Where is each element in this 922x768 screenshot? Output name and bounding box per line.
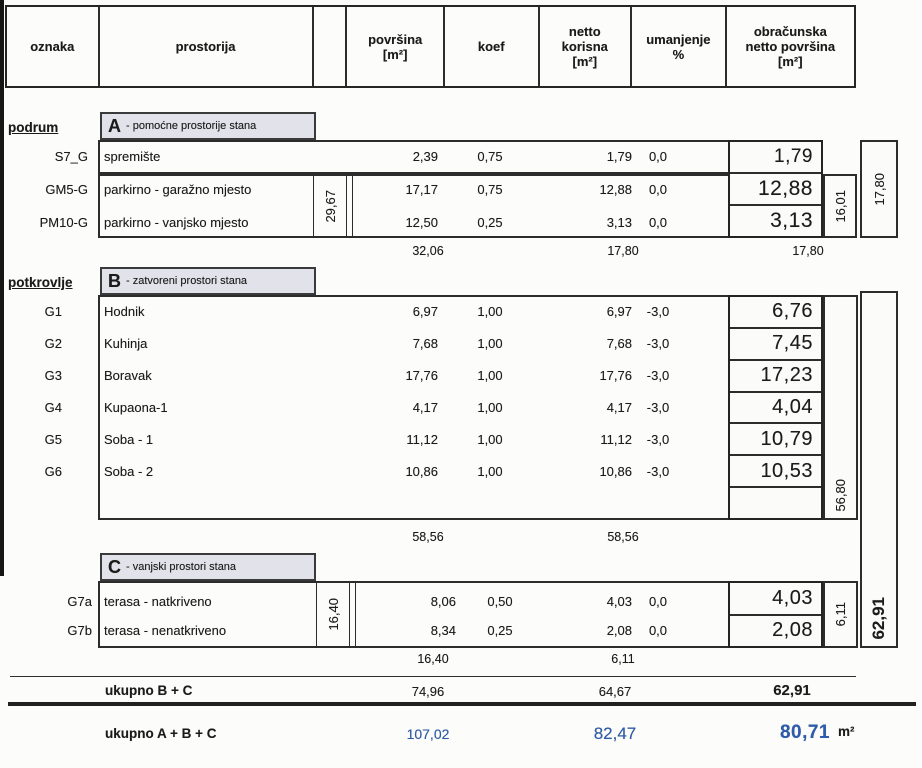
cell-netto: 1,79 bbox=[606, 149, 632, 164]
cell-koef: 1,00 bbox=[477, 336, 503, 351]
section-c-double-line bbox=[355, 581, 356, 648]
cell-netto: 7,68 bbox=[606, 336, 632, 351]
cell-netto: 17,76 bbox=[599, 368, 632, 383]
obracunska-value: 12,88 bbox=[730, 172, 821, 204]
cell-koef: 1,00 bbox=[477, 400, 503, 415]
cell-netto: 6,97 bbox=[606, 304, 632, 319]
total-abc-label: ukupno A + B + C bbox=[105, 726, 217, 741]
cell-koef: 0,25 bbox=[477, 215, 503, 230]
cell-povrsina: 11,12 bbox=[406, 432, 438, 447]
floor-label-podrum: podrum bbox=[8, 120, 59, 135]
cell-netto: 4,17 bbox=[606, 400, 632, 415]
povrsina-sum-rotated: 16,40 bbox=[325, 598, 341, 631]
cell-koef: 1,00 bbox=[477, 368, 503, 383]
section-c-netto-sum-box bbox=[823, 581, 858, 648]
obracunska-empty-cell bbox=[730, 486, 821, 518]
row-name: Soba - 1 bbox=[104, 432, 154, 447]
row-code: G1 bbox=[44, 304, 62, 319]
col-header-obracunska: obračunska netto površina [m²] bbox=[725, 7, 854, 86]
cell-povrsina: 2,39 bbox=[412, 149, 438, 164]
cell-umanjenje: 0,0 bbox=[648, 594, 668, 609]
cell-povrsina: 17,76 bbox=[405, 368, 438, 383]
section-c-letter: C bbox=[108, 557, 121, 577]
netto-sum-rotated: 6,11 bbox=[833, 602, 848, 627]
cell-koef: 1,00 bbox=[477, 304, 503, 319]
section-a-header bbox=[100, 112, 316, 140]
cell-povrsina: 4,17 bbox=[412, 400, 438, 415]
obracunska-sum-rotated: 17,80 bbox=[871, 172, 887, 206]
cell-umanjenje: -3,0 bbox=[646, 464, 670, 479]
subtotal-povrsina: 58,56 bbox=[412, 530, 444, 544]
subtotal-povrsina: 16,40 bbox=[417, 652, 449, 666]
section-c-rot-povrsina-col bbox=[316, 581, 350, 648]
row-code: PM10-G bbox=[39, 215, 88, 230]
obracunska-value: 10,79 bbox=[730, 422, 821, 454]
obracunska-value: 17,23 bbox=[730, 359, 821, 391]
col-header-oznaka: oznaka bbox=[30, 39, 75, 54]
row-code: G7a bbox=[67, 594, 92, 609]
cell-povrsina: 8,34 bbox=[430, 623, 456, 638]
row-code: G6 bbox=[44, 464, 62, 479]
row-name: terasa - natkriveno bbox=[104, 594, 212, 609]
obracunska-value: 6,76 bbox=[772, 300, 813, 323]
cell-koef: 0,75 bbox=[477, 182, 503, 197]
section-b-header bbox=[100, 267, 316, 295]
row-code: G2 bbox=[44, 336, 62, 351]
section-b-obracunska-sum-box bbox=[823, 295, 858, 520]
cell-umanjenje: 0,0 bbox=[648, 623, 668, 638]
subtotal-obracunska: 17,80 bbox=[792, 244, 824, 258]
row-name: Kupaona-1 bbox=[104, 400, 168, 415]
section-a-obracunska-sum-box bbox=[860, 140, 898, 238]
col-header-prostorija: prostorija bbox=[98, 7, 312, 86]
row-name: parkirno - garažno mjesto bbox=[104, 182, 252, 197]
cell-netto: 3,13 bbox=[606, 215, 632, 230]
section-a-title: - pomoćne prostorije stana bbox=[126, 120, 257, 132]
row-name: spremište bbox=[104, 149, 161, 164]
row-code: G5 bbox=[44, 432, 62, 447]
cell-umanjenje: -3,0 bbox=[646, 304, 670, 319]
obracunska-value: 7,45 bbox=[730, 327, 821, 359]
section-b-obracunska-cells bbox=[728, 295, 823, 520]
section-a-letter: A bbox=[108, 116, 121, 136]
obracunska-value: 4,04 bbox=[730, 391, 821, 423]
subtotal-povrsina: 32,06 bbox=[412, 244, 444, 258]
section-a-netto-sum-box bbox=[823, 174, 857, 238]
section-c-title: - vanjski prostori stana bbox=[126, 561, 237, 573]
row-name: parkirno - vanjsko mjesto bbox=[104, 215, 249, 230]
cell-povrsina: 7,68 bbox=[412, 336, 438, 351]
row-code: S7_G bbox=[54, 149, 88, 164]
grand-total-rotated-box bbox=[860, 291, 898, 648]
cell-umanjenje: -3,0 bbox=[646, 368, 670, 383]
col-header-empty bbox=[312, 7, 346, 86]
floor-label-potkrovlje: potkrovlje bbox=[8, 275, 73, 290]
cell-koef: 1,00 bbox=[477, 432, 503, 447]
obracunska-value: 2,08 bbox=[730, 614, 821, 647]
section-b-title: - zatvoreni prostori stana bbox=[126, 275, 248, 287]
section-b-letter: B bbox=[108, 271, 121, 291]
total-bc-label: ukupno B + C bbox=[105, 683, 193, 698]
subtotal-netto: 58,56 bbox=[607, 530, 639, 544]
table-header bbox=[5, 5, 856, 88]
totals-top-rule bbox=[10, 676, 856, 677]
total-abc-unit: m² bbox=[838, 724, 855, 739]
row-name: Soba - 2 bbox=[104, 464, 154, 479]
cell-umanjenje: -3,0 bbox=[646, 432, 670, 447]
netto-sum-rotated: 16,01 bbox=[832, 189, 848, 223]
row-name: Hodnik bbox=[104, 304, 145, 319]
cell-netto: 10,86 bbox=[599, 464, 632, 479]
cell-povrsina: 6,97 bbox=[412, 304, 438, 319]
totals-double-rule bbox=[8, 702, 916, 706]
section-a-obracunska-cells bbox=[728, 140, 823, 238]
row-name: terasa - nenatkriveno bbox=[104, 623, 227, 638]
obracunska-value: 4,03 bbox=[772, 586, 813, 609]
cell-umanjenje: -3,0 bbox=[646, 336, 670, 351]
cell-umanjenje: -3,0 bbox=[646, 400, 670, 415]
col-header-koef: koef bbox=[443, 7, 538, 86]
subtotal-netto: 6,11 bbox=[611, 652, 635, 666]
total-abc-obracunska: 80,71 bbox=[779, 722, 830, 743]
cell-umanjenje: 0,0 bbox=[648, 149, 668, 164]
total-abc-netto: 82,47 bbox=[593, 724, 637, 743]
col-header-umanjenje: umanjenje % bbox=[630, 7, 725, 86]
row-code: GM5-G bbox=[45, 182, 88, 197]
cell-koef: 0,25 bbox=[487, 623, 513, 638]
total-bc-povrsina: 74,96 bbox=[411, 684, 445, 699]
row-code: G4 bbox=[44, 400, 62, 415]
col-header-netto-korisna: netto korisna [m²] bbox=[538, 7, 631, 86]
cell-netto: 12,88 bbox=[599, 182, 632, 197]
cell-koef: 1,00 bbox=[477, 464, 503, 479]
row-name: Boravak bbox=[104, 368, 152, 383]
cell-povrsina: 8,06 bbox=[430, 594, 456, 609]
section-c-obracunska-cells bbox=[728, 581, 823, 648]
scan-edge-strip bbox=[0, 0, 4, 576]
cell-povrsina: 10,86 bbox=[405, 464, 438, 479]
grand-total-rotated: 62,91 bbox=[869, 597, 888, 640]
povrsina-sum-rotated: 29,67 bbox=[322, 189, 338, 223]
section-a-rot-povrsina-col bbox=[313, 174, 347, 238]
total-bc-obracunska: 62,91 bbox=[773, 682, 811, 699]
row-code: G7b bbox=[67, 623, 92, 638]
row-code: G3 bbox=[44, 368, 62, 383]
cell-netto: 4,03 bbox=[606, 594, 632, 609]
col-header-povrsina: površina [m²] bbox=[345, 7, 443, 86]
obracunska-value: 1,79 bbox=[774, 146, 813, 167]
row-name: Kuhinja bbox=[104, 336, 148, 351]
obracunska-sum-rotated: 56,80 bbox=[833, 479, 848, 512]
cell-umanjenje: 0,0 bbox=[648, 215, 668, 230]
cell-povrsina: 12,50 bbox=[405, 215, 438, 230]
cell-koef: 0,50 bbox=[487, 594, 513, 609]
cell-netto: 11,12 bbox=[600, 432, 632, 447]
cell-umanjenje: 0,0 bbox=[648, 182, 668, 197]
section-c-header bbox=[100, 553, 316, 581]
total-abc-povrsina: 107,02 bbox=[406, 726, 450, 742]
cell-koef: 0,75 bbox=[477, 149, 503, 164]
subtotal-netto: 17,80 bbox=[607, 244, 639, 258]
cell-povrsina: 17,17 bbox=[405, 182, 438, 197]
cell-netto: 2,08 bbox=[606, 623, 632, 638]
total-bc-netto: 64,67 bbox=[598, 684, 632, 699]
obracunska-value: 10,53 bbox=[730, 454, 821, 486]
obracunska-value: 3,13 bbox=[730, 204, 821, 236]
